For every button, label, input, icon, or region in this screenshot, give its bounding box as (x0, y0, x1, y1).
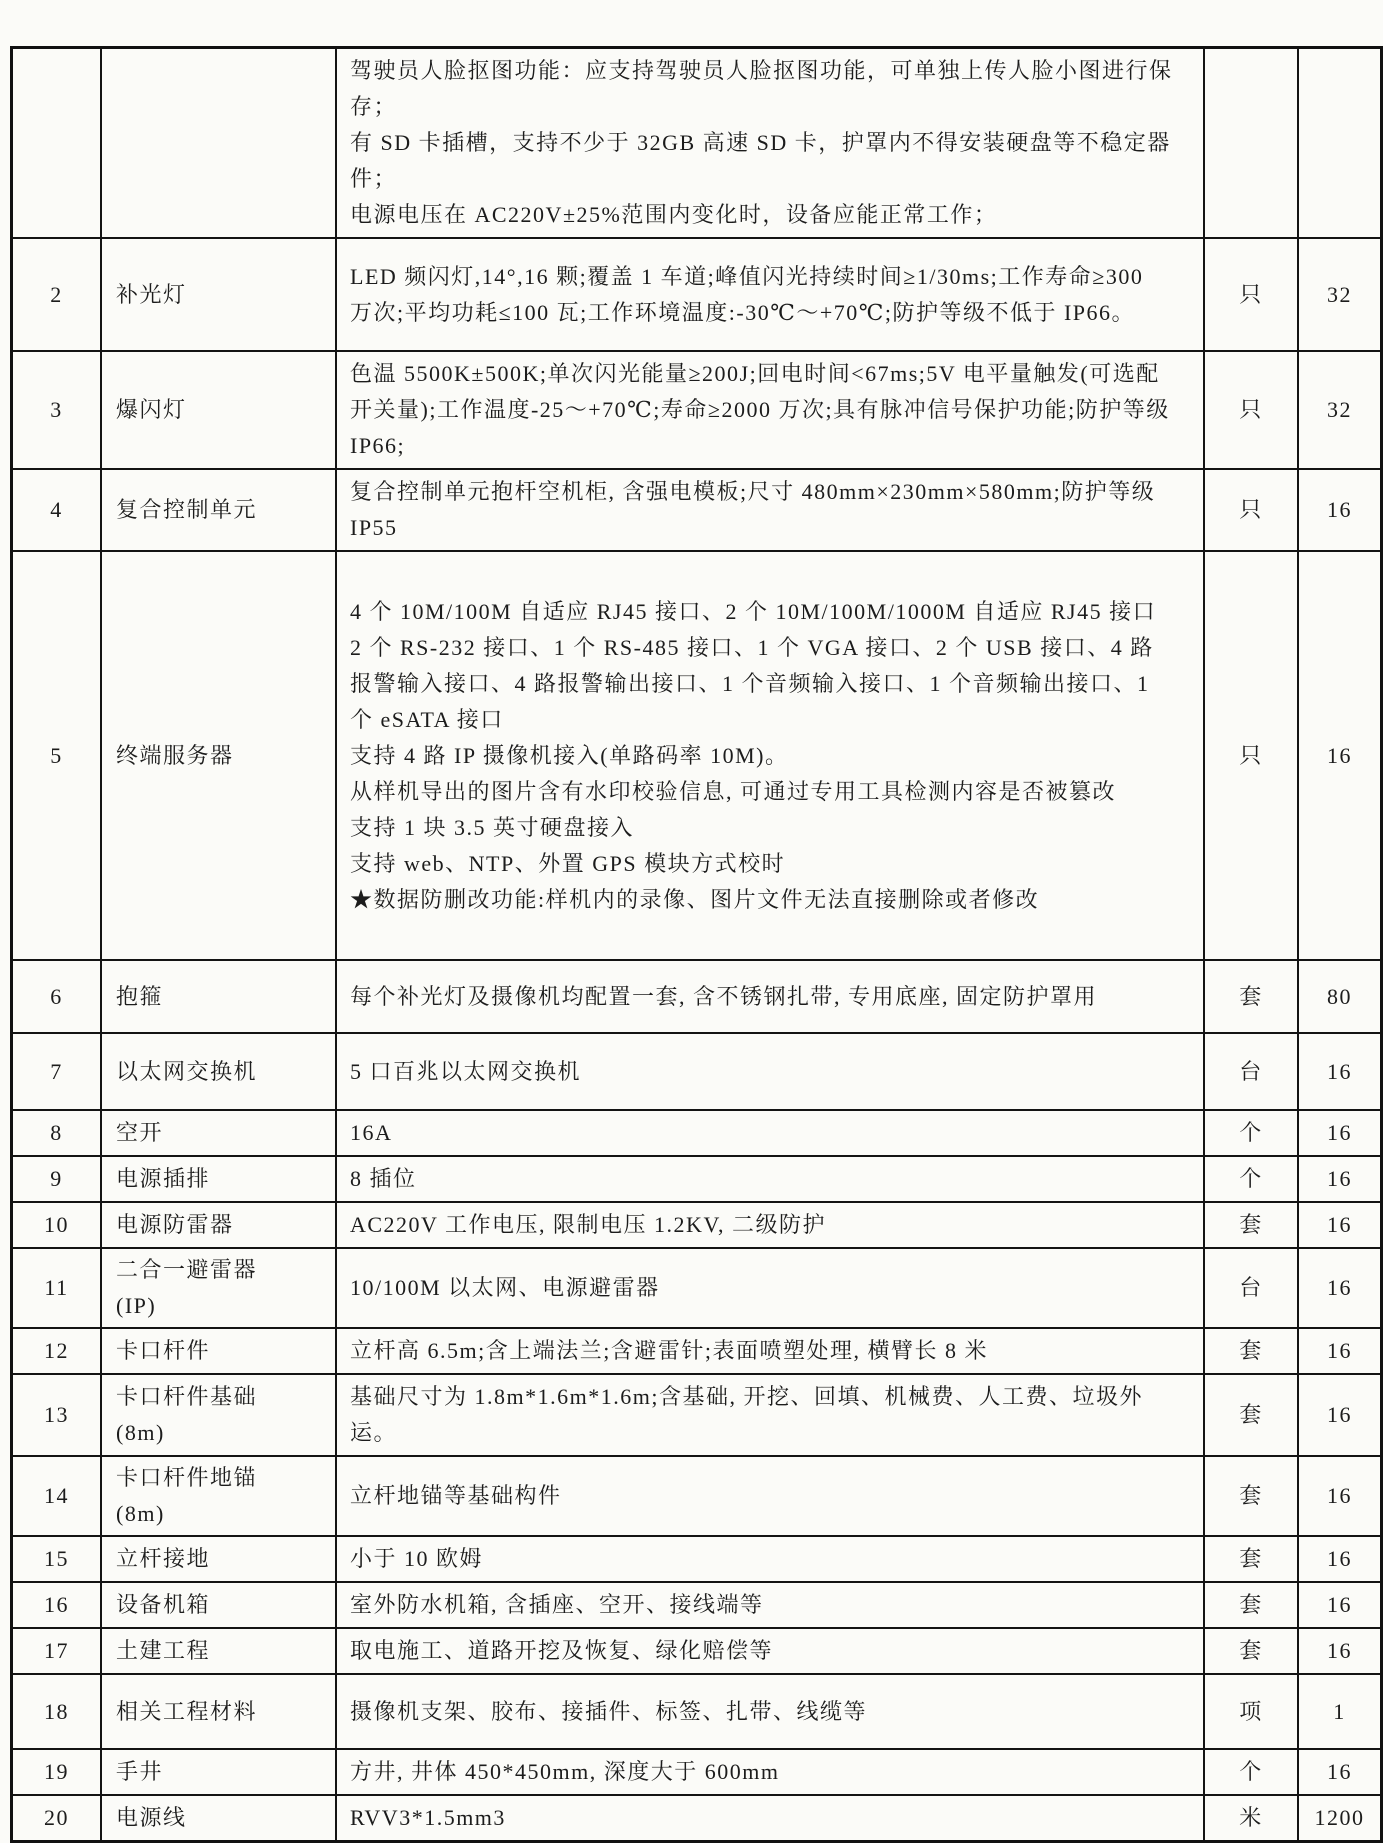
unit-cell: 套 (1204, 960, 1298, 1033)
table-row (12, 1674, 1382, 1749)
description-paragraph: 支持 4 路 IP 摄像机接入(单路码率 10M)。 (350, 742, 789, 768)
item-description-cell (336, 1536, 1204, 1582)
item-name-cell: 电源线 (101, 1795, 336, 1842)
item-name-cell: 电源插排 (101, 1156, 336, 1202)
table-row (12, 1536, 1382, 1582)
description-paragraph: 16A (350, 1120, 393, 1145)
table-row (12, 1156, 1382, 1202)
row-number-cell: 12 (12, 1328, 102, 1374)
quantity-cell: 16 (1298, 1536, 1382, 1582)
row-number-cell: 8 (12, 1110, 102, 1156)
table-row (12, 1582, 1382, 1628)
description-paragraph: 方井, 井体 450*450mm, 深度大于 600mm (350, 1759, 780, 1784)
description-paragraph: AC220V 工作电压, 限制电压 1.2KV, 二级防护 (350, 1212, 826, 1237)
table-row (12, 551, 1382, 960)
table-row (12, 469, 1382, 551)
description-paragraph: 5 口百兆以太网交换机 (350, 1058, 582, 1084)
item-name-cell: 卡口杆件地锚(8m) (101, 1456, 336, 1536)
spec-table-body (12, 48, 1382, 1842)
unit-cell: 台 (1204, 1248, 1298, 1328)
description-paragraph: 驾驶员人脸抠图功能：应支持驾驶员人脸抠图功能，可单独上传人脸小图进行保存； (350, 58, 1173, 119)
unit-cell: 套 (1204, 1536, 1298, 1582)
quantity-cell (1298, 48, 1382, 239)
item-description-cell (336, 1674, 1204, 1749)
table-row (12, 1202, 1382, 1248)
table-row (12, 1374, 1382, 1456)
row-number-cell: 20 (12, 1795, 102, 1842)
description-paragraph: RVV3*1.5mm3 (350, 1805, 506, 1830)
item-description-cell (336, 1156, 1204, 1202)
description-paragraph: 2 个 RS-232 接口、1 个 RS-485 接口、1 个 VGA 接口、2 个 USB 接口、4 路报警输入接口、4 路报警输出接口、1 个音频输入接口、1 个音频输出接口、1 个 eSATA 接口 (350, 634, 1154, 732)
quantity-cell: 16 (1298, 1749, 1382, 1795)
description-paragraph: 室外防水机箱, 含插座、空开、接线端等 (350, 1592, 764, 1617)
table-row (12, 1456, 1382, 1536)
unit-cell: 只 (1204, 351, 1298, 469)
item-description-cell (336, 469, 1204, 551)
unit-cell: 只 (1204, 469, 1298, 551)
description-paragraph: 摄像机支架、胶布、接插件、标签、扎带、线缆等 (350, 1698, 868, 1724)
unit-cell: 个 (1204, 1156, 1298, 1202)
row-number-cell: 16 (12, 1582, 102, 1628)
quantity-cell: 80 (1298, 960, 1382, 1033)
equipment-spec-table (10, 46, 1383, 1843)
item-name-cell: 二合一避雷器(IP) (101, 1248, 336, 1328)
row-number-cell: 9 (12, 1156, 102, 1202)
row-number-cell (12, 48, 102, 239)
table-row (12, 238, 1382, 351)
item-description-cell (336, 1374, 1204, 1456)
description-paragraph: LED 频闪灯,14°,16 颗;覆盖 1 车道;峰值闪光持续时间≥1/30ms;工作寿命≥300 万次;平均功耗≤100 瓦;工作环境温度:-30℃～+70℃;防护等级不低于 IP66。 (350, 263, 1144, 325)
table-row (12, 1110, 1382, 1156)
quantity-cell: 16 (1298, 1033, 1382, 1110)
unit-cell: 只 (1204, 551, 1298, 960)
quantity-cell: 16 (1298, 1374, 1382, 1456)
row-number-cell: 3 (12, 351, 102, 469)
unit-cell (1204, 48, 1298, 239)
quantity-cell: 16 (1298, 1456, 1382, 1536)
quantity-cell: 1 (1298, 1674, 1382, 1749)
quantity-cell: 16 (1298, 1202, 1382, 1248)
item-description-cell (336, 1456, 1204, 1536)
item-name-cell: 抱箍 (101, 960, 336, 1033)
quantity-cell: 16 (1298, 1328, 1382, 1374)
row-number-cell: 7 (12, 1033, 102, 1110)
description-paragraph: 立杆高 6.5m;含上端法兰;含避雷针;表面喷塑处理, 横臂长 8 米 (350, 1338, 988, 1363)
item-description-cell (336, 48, 1204, 239)
description-paragraph: 8 插位 (350, 1166, 417, 1191)
quantity-cell: 1200 (1298, 1795, 1382, 1842)
item-name-cell: 手井 (101, 1749, 336, 1795)
item-name-cell: 卡口杆件基础(8m) (101, 1374, 336, 1456)
row-number-cell: 13 (12, 1374, 102, 1456)
row-number-cell: 6 (12, 960, 102, 1033)
item-description-cell (336, 1795, 1204, 1842)
quantity-cell: 32 (1298, 351, 1382, 469)
unit-cell: 套 (1204, 1374, 1298, 1456)
table-row (12, 48, 1382, 239)
row-number-cell: 18 (12, 1674, 102, 1749)
unit-cell: 个 (1204, 1749, 1298, 1795)
row-number-cell: 5 (12, 551, 102, 960)
quantity-cell: 16 (1298, 1156, 1382, 1202)
item-description-cell (336, 1749, 1204, 1795)
quantity-cell: 16 (1298, 1248, 1382, 1328)
unit-cell: 台 (1204, 1033, 1298, 1110)
row-number-cell: 4 (12, 469, 102, 551)
description-paragraph: 10/100M 以太网、电源避雷器 (350, 1275, 660, 1300)
description-paragraph: 基础尺寸为 1.8m*1.6m*1.6m;含基础, 开挖、回填、机械费、人工费、垃圾外运。 (350, 1384, 1143, 1445)
unit-cell: 只 (1204, 238, 1298, 351)
quantity-cell: 16 (1298, 1628, 1382, 1674)
table-row (12, 1033, 1382, 1110)
item-name-cell: 空开 (101, 1110, 336, 1156)
description-paragraph: 支持 1 块 3.5 英寸硬盘接入 (350, 814, 635, 840)
unit-cell: 套 (1204, 1456, 1298, 1536)
item-name-cell: 以太网交换机 (101, 1033, 336, 1110)
description-paragraph: 从样机导出的图片含有水印校验信息, 可通过专用工具检测内容是否被篡改 (350, 778, 1117, 804)
item-name-cell: 相关工程材料 (101, 1674, 336, 1749)
table-row (12, 960, 1382, 1033)
description-paragraph: 复合控制单元抱杆空机柜, 含强电模板;尺寸 480mm×230mm×580mm;防护等级 IP55 (350, 479, 1156, 540)
item-name-cell: 爆闪灯 (101, 351, 336, 469)
row-number-cell: 19 (12, 1749, 102, 1795)
item-name-cell (101, 48, 336, 239)
item-name-cell: 立杆接地 (101, 1536, 336, 1582)
description-paragraph: 小于 10 欧姆 (350, 1546, 484, 1571)
item-description-cell (336, 238, 1204, 351)
description-paragraph: 立杆地锚等基础构件 (350, 1483, 562, 1508)
item-description-cell (336, 1202, 1204, 1248)
row-number-cell: 11 (12, 1248, 102, 1328)
description-paragraph: 支持 web、NTP、外置 GPS 模块方式校时 (350, 850, 786, 876)
item-name-cell: 复合控制单元 (101, 469, 336, 551)
item-description-cell (336, 960, 1204, 1033)
table-row (12, 351, 1382, 469)
item-name-cell: 终端服务器 (101, 551, 336, 960)
item-name-cell: 卡口杆件 (101, 1328, 336, 1374)
unit-cell: 个 (1204, 1110, 1298, 1156)
item-name-cell: 电源防雷器 (101, 1202, 336, 1248)
item-name-cell: 设备机箱 (101, 1582, 336, 1628)
description-paragraph: 色温 5500K±500K;单次闪光能量≥200J;回电时间<67ms;5V 电平量触发(可选配开关量);工作温度-25～+70℃;寿命≥2000 万次;具有脉冲信号保护功能;防护等级 IP66; (350, 361, 1170, 458)
unit-cell: 套 (1204, 1328, 1298, 1374)
item-description-cell (336, 351, 1204, 469)
item-description-cell (336, 1110, 1204, 1156)
quantity-cell: 16 (1298, 1582, 1382, 1628)
row-number-cell: 10 (12, 1202, 102, 1248)
item-name-cell: 补光灯 (101, 238, 336, 351)
item-description-cell (336, 1248, 1204, 1328)
item-description-cell (336, 1328, 1204, 1374)
quantity-cell: 16 (1298, 1110, 1382, 1156)
unit-cell: 米 (1204, 1795, 1298, 1842)
table-row (12, 1328, 1382, 1374)
unit-cell: 套 (1204, 1628, 1298, 1674)
description-paragraph: 取电施工、道路开挖及恢复、绿化赔偿等 (350, 1638, 774, 1663)
row-number-cell: 15 (12, 1536, 102, 1582)
description-paragraph: 每个补光灯及摄像机均配置一套, 含不锈钢扎带, 专用底座, 固定防护罩用 (350, 983, 1098, 1009)
item-description-cell (336, 1582, 1204, 1628)
description-paragraph: 电源电压在 AC220V±25%范围内变化时，设备应能正常工作； (350, 202, 998, 227)
row-number-cell: 14 (12, 1456, 102, 1536)
table-row (12, 1795, 1382, 1842)
item-description-cell (336, 1033, 1204, 1110)
table-row (12, 1248, 1382, 1328)
description-paragraph: ★数据防删改功能:样机内的录像、图片文件无法直接删除或者修改 (350, 886, 1040, 912)
description-paragraph: 有 SD 卡插槽，支持不少于 32GB 高速 SD 卡，护罩内不得安装硬盘等不稳定器件； (350, 130, 1171, 191)
item-description-cell (336, 551, 1204, 960)
unit-cell: 项 (1204, 1674, 1298, 1749)
item-description-cell (336, 1628, 1204, 1674)
row-number-cell: 17 (12, 1628, 102, 1674)
quantity-cell: 16 (1298, 551, 1382, 960)
table-row (12, 1628, 1382, 1674)
item-name-cell: 土建工程 (101, 1628, 336, 1674)
quantity-cell: 32 (1298, 238, 1382, 351)
table-row (12, 1749, 1382, 1795)
unit-cell: 套 (1204, 1582, 1298, 1628)
row-number-cell: 2 (12, 238, 102, 351)
description-paragraph: 4 个 10M/100M 自适应 RJ45 接口、2 个 10M/100M/1000M 自适应 RJ45 接口 (350, 598, 1157, 624)
quantity-cell: 16 (1298, 469, 1382, 551)
unit-cell: 套 (1204, 1202, 1298, 1248)
